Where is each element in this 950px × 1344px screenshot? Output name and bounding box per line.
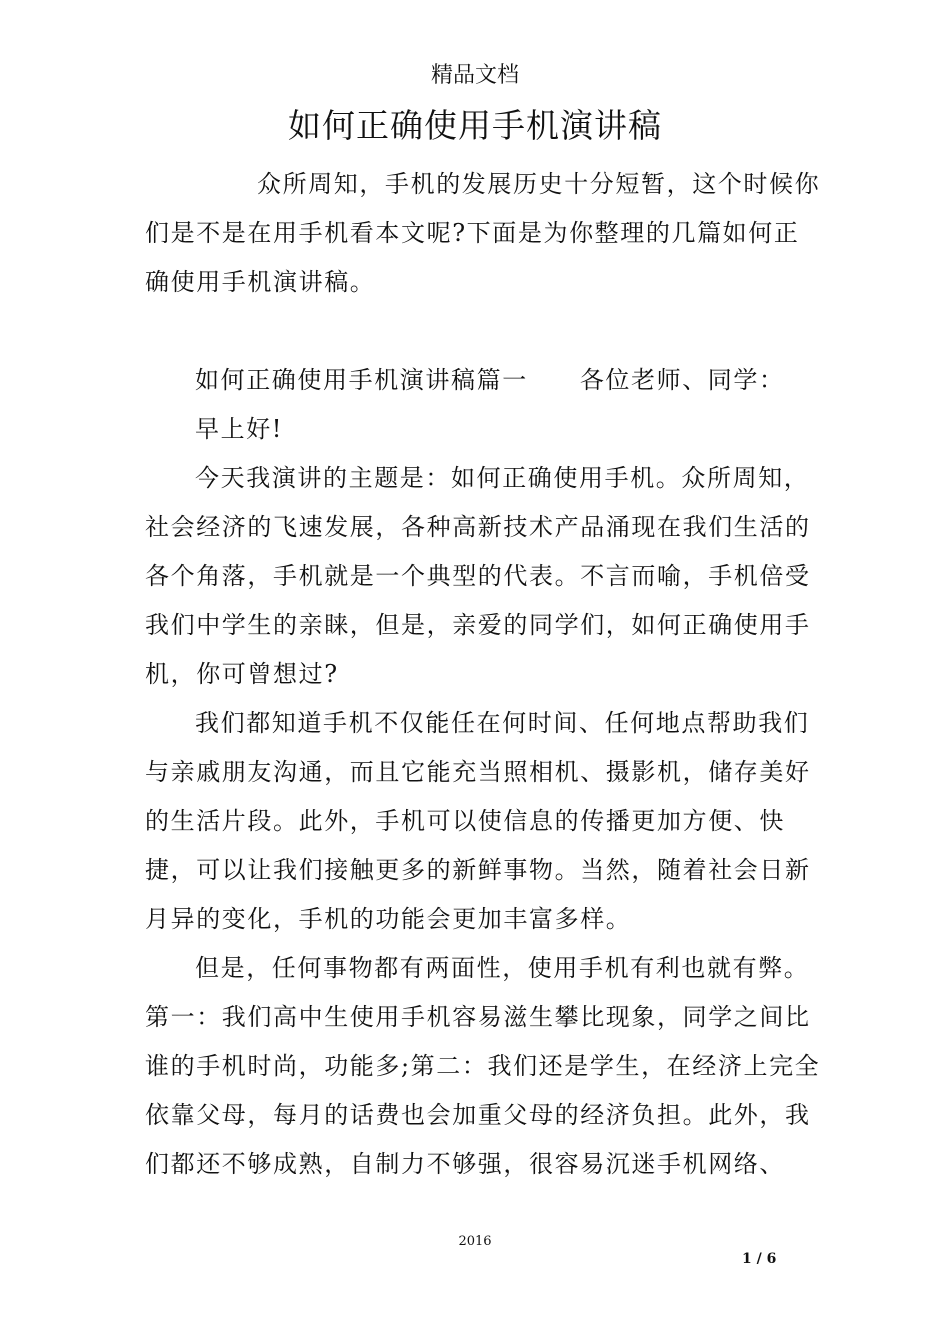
document-title: 如何正确使用手机演讲稿 [288,106,662,145]
section-heading-line [145,356,825,405]
paragraph-spacer [145,307,825,356]
body-paragraph: 但是，任何事物都有两面性，使用手机有利也就有弊。第一：我们高中生使用手机容易滋生攀比现象，同学之间比谁的手机时尚，功能多;第二：我们还是学生，在经济上完全依靠父母，每月的话费也会加重父母的经济负担。此外，我们都还不够成熟，自制力不够强，很容易沉迷手机网络、 [145,954,821,1178]
footer-year: 2016 [458,1234,492,1249]
salutation: 各位老师、同学： [579,366,785,394]
document-body [145,160,825,1189]
page-header-label: 精品文档 [430,63,519,88]
body-paragraph: 我们都知道手机不仅能任在何时间、任何地点帮助我们与亲戚朋友沟通，而且它能充当照相机、摄影机，储存美好的生活片段。此外，手机可以使信息的传播更加方便、快捷，可以让我们接触更多的新鲜事物。当然，随着社会日新月异的变化，手机的功能会更加丰富多样。 [145,709,811,933]
greeting: 早上好! [195,415,284,443]
section-heading: 如何正确使用手机演讲稿篇一 [195,366,528,394]
page-number: 1 / 6 [742,1251,777,1267]
intro-paragraph: 众所周知，手机的发展历史十分短暂，这个时候你们是不是在用手机看本文呢?下面是为你整理的几篇如何正确使用手机演讲稿。 [145,170,821,296]
body-paragraph: 今天我演讲的主题是：如何正确使用手机。众所周知，社会经济的飞速发展，各种高新技术产品涌现在我们生活的各个角落，手机就是一个典型的代表。不言而喻，手机倍受我们中学生的亲睐，但是，亲爱的同学们，如何正确使用手机，你可曾想过? [145,464,811,688]
